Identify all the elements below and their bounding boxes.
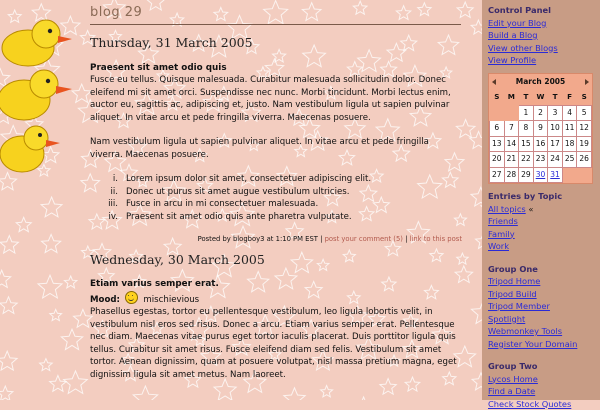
list-item: iii. Fusce in arcu in mi consectetuer malesuada. (90, 198, 462, 211)
control-panel-heading: Control Panel (488, 4, 600, 17)
rubber-ducks-image (0, 18, 76, 178)
tripod-home-link[interactable]: Tripod Home (488, 275, 600, 288)
smiley-icon (125, 291, 138, 304)
star-shape (40, 359, 53, 371)
calendar-day: 3 (548, 105, 563, 121)
sidebar (488, 4, 600, 410)
post-date-heading: Thursday, 31 March 2005 (90, 37, 462, 50)
roman-numeral-list (90, 173, 462, 223)
calendar-day: 27 (490, 167, 505, 183)
stock-quotes-link[interactable]: Check Stock Quotes (488, 398, 600, 410)
mood-value: mischievious (143, 295, 199, 305)
group-one-heading: Group One (488, 263, 600, 276)
group-two-heading: Group Two (488, 360, 600, 373)
calendar-empty-cell (577, 167, 592, 183)
view-other-blogs-link[interactable]: View other Blogs (488, 42, 600, 55)
post-footer (90, 233, 462, 246)
all-topics-marker: « (528, 204, 533, 214)
star-shape (0, 270, 11, 287)
calendar-day: 26 (577, 152, 592, 168)
lycos-home-link[interactable]: Lycos Home (488, 373, 600, 386)
calendar-day: 4 (562, 105, 577, 121)
star-shape (0, 386, 13, 400)
calendar (488, 73, 593, 185)
star-shape (0, 236, 18, 254)
calendar-day: 11 (562, 121, 577, 137)
build-blog-link[interactable]: Build a Blog (488, 29, 600, 42)
post-title: Etiam varius semper erat. (90, 278, 462, 291)
topic-family-link[interactable]: Family (488, 228, 600, 241)
view-profile-link[interactable]: View Profile (488, 54, 600, 67)
calendar-month: March 2005 (516, 76, 566, 89)
star-shape (396, 6, 411, 20)
star-shape (41, 197, 62, 217)
webmonkey-tools-link[interactable]: Webmonkey Tools (488, 325, 600, 338)
calendar-day: 24 (548, 152, 563, 168)
star-shape (50, 376, 67, 392)
star-shape (64, 276, 77, 288)
star-shape (302, 3, 321, 21)
calendar-day: 12 (577, 121, 592, 137)
next-month-icon[interactable] (585, 79, 589, 85)
calendar-empty-cell (490, 105, 505, 121)
edit-blog-link[interactable]: Edit your Blog (488, 17, 600, 30)
calendar-weekday: T (519, 90, 534, 105)
star-shape (64, 371, 88, 394)
list-item: i. Lorem ipsum dolor sit amet, consectetuer adipiscing elit. (90, 173, 462, 186)
post-paragraph: Fusce eu tellus. Quisque malesuada. Curabitur malesuada sollicitudin dolor. Donec eleifend mi sit amet orci. Suspendisse nec nunc. Morbi tincidunt. Morbi lectus enim, auctor eu, sagittis ac, adipiscing et, justo. Nam vestibulum ligula ut sapien pulvinar aliquet. In vitae arcu et pede fringilla viverra. Maecenas posuere. (90, 74, 462, 124)
calendar-day: 2 (533, 105, 548, 121)
calendar-weekday: M (504, 90, 519, 105)
star-shape (0, 351, 17, 370)
star-shape (42, 234, 61, 252)
calendar-day: 9 (533, 121, 548, 137)
calendar-week (490, 121, 592, 137)
calendar-weekday: S (577, 90, 592, 105)
all-topics-link[interactable]: All topics (488, 204, 526, 214)
main-content (90, 30, 462, 400)
calendar-day: 16 (533, 136, 548, 152)
star-shape (147, 0, 165, 10)
post-title: Praesent sit amet odio quis (90, 62, 462, 75)
calendar-day: 8 (519, 121, 534, 137)
star-shape (214, 7, 228, 20)
calendar-day: 18 (562, 136, 577, 152)
calendar-day: 6 (490, 121, 505, 137)
spotlight-link[interactable]: Spotlight (488, 313, 600, 326)
register-domain-link[interactable]: Register Your Domain (488, 338, 600, 351)
post-date-heading: Wednesday, 30 March 2005 (90, 254, 462, 267)
tripod-build-link[interactable]: Tripod Build (488, 288, 600, 301)
star-shape (0, 297, 17, 314)
calendar-day: 28 (504, 167, 519, 183)
comment-link[interactable]: post your comment (5) (325, 235, 403, 243)
calendar-day: 25 (562, 152, 577, 168)
find-date-link[interactable]: Find a Date (488, 385, 600, 398)
star-shape (38, 275, 62, 298)
star-shape (61, 329, 82, 349)
calendar-empty-cell (562, 167, 577, 183)
mood-label: Mood: (90, 295, 120, 305)
star-shape (457, 2, 473, 17)
footer-separator: | (405, 235, 407, 243)
calendar-day: 1 (519, 105, 534, 121)
calendar-day: 17 (548, 136, 563, 152)
calendar-week (490, 152, 592, 168)
permalink[interactable]: link to this post (410, 235, 462, 243)
star-shape (16, 217, 31, 231)
calendar-day: 20 (490, 152, 505, 168)
calendar-day: 23 (533, 152, 548, 168)
calendar-day[interactable]: 31 (548, 167, 563, 183)
topic-friends-link[interactable]: Friends (488, 215, 600, 228)
star-shape (50, 309, 62, 320)
calendar-day: 5 (577, 105, 592, 121)
calendar-weekday: T (548, 90, 563, 105)
star-shape (418, 3, 431, 16)
calendar-weekday: S (490, 90, 505, 105)
star-shape (264, 1, 288, 24)
calendar-week (490, 105, 592, 121)
calendar-day: 15 (519, 136, 534, 152)
post-paragraph: Phasellus egestas, tortor eu pellentesque vestibulum, leo ligula lobortis velit, in vestibulum nisl eros sed risus. Donec a arcu. Etiam varius semper erat. Pellentesque nec diam. Maecenas vitae purus eget tortor iaculis placerat. Duis porttitor ligula quis tellus. Curabitur sit amet risus. Fusce eleifend diam sed felis. Vestibulum sit amet tortor. Aenean dignissim, quam at posuere volutpat, nisl massa pretium magna, eget dignissim ligula sit amet metus. Nam laoreet. (90, 306, 462, 381)
post-paragraph: Nam vestibulum ligula ut sapien pulvinar aliquet. In vitae arcu et pede fringilla viverra. Maecenas posuere. (90, 136, 462, 161)
calendar-weekday: F (562, 90, 577, 105)
posted-by-text: Posted by blogboy3 at 1:10 PM EST | (198, 235, 323, 243)
blog-title: blog 29 (90, 5, 142, 20)
calendar-day: 29 (519, 167, 534, 183)
calendar-day: 21 (504, 152, 519, 168)
calendar-week (490, 167, 592, 183)
topic-work-link[interactable]: Work (488, 240, 600, 253)
list-item: ii. Donec ut purus sit amet augue vestibulum ultricies. (90, 186, 462, 199)
calendar-grid (489, 90, 592, 183)
prev-month-icon[interactable] (492, 79, 496, 85)
all-topics-row (488, 203, 600, 216)
mood-line (90, 291, 462, 307)
calendar-week (490, 136, 592, 152)
calendar-day: 19 (577, 136, 592, 152)
calendar-day: 14 (504, 136, 519, 152)
calendar-day[interactable]: 30 (533, 167, 548, 183)
calendar-header (489, 74, 592, 91)
calendar-day: 22 (519, 152, 534, 168)
calendar-empty-cell (504, 105, 519, 121)
calendar-weekday: W (533, 90, 548, 105)
star-shape (353, 1, 367, 14)
list-item: iv. Praesent sit amet odio quis ante pharetra vulputate. (90, 211, 462, 224)
topics-heading: Entries by Topic (488, 190, 600, 203)
tripod-member-link[interactable]: Tripod Member (488, 300, 600, 313)
title-divider (90, 24, 461, 25)
calendar-day: 10 (548, 121, 563, 137)
calendar-day: 7 (504, 121, 519, 137)
calendar-day: 13 (490, 136, 505, 152)
